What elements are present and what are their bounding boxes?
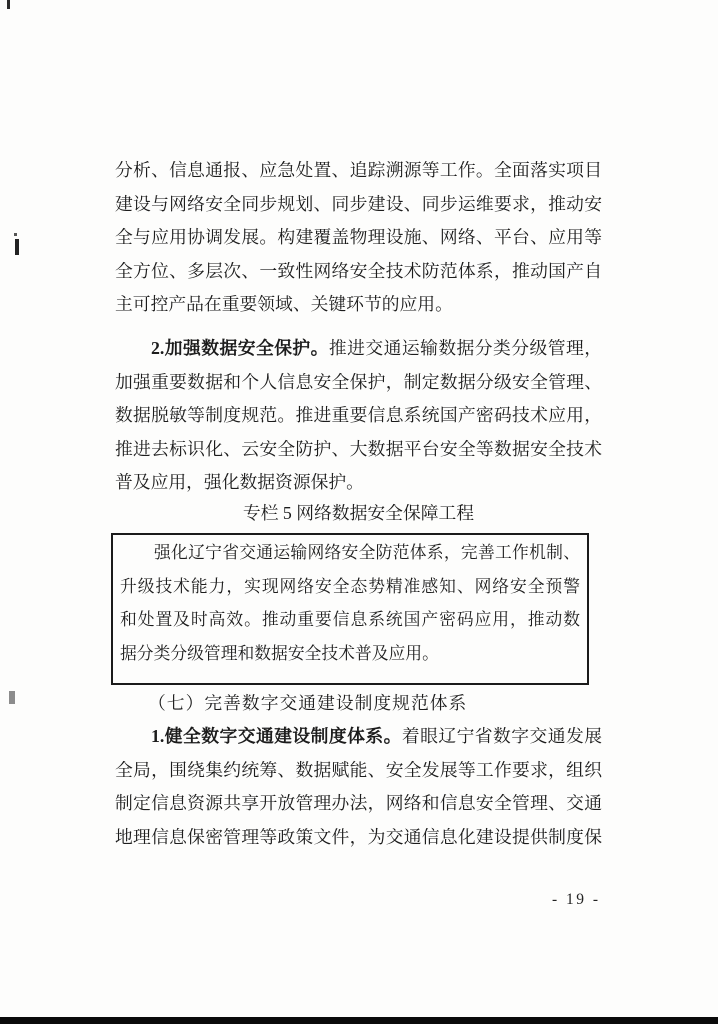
- text-line: 强化辽宁省交通运输网络安全防范体系，完善工作机制、: [154, 543, 580, 562]
- paragraph-data-security: [115, 332, 602, 500]
- text-line: 主可控产品在重要领域、关键环节的应用。: [115, 294, 453, 315]
- text-segment: 着眼辽宁省数字交通发展: [401, 726, 602, 746]
- scan-artifact-left-dot: [14, 233, 17, 236]
- text-line: 加强重要数据和个人信息安全保护，制定数据分级安全管理、: [115, 371, 602, 392]
- text-line: 全与应用协调发展。构建覆盖物理设施、网络、平台、应用等: [115, 227, 602, 248]
- paragraph-network-security: [115, 154, 602, 322]
- scan-artifact-left-smudge: [9, 691, 15, 704]
- text-line: 普及应用，强化数据资源保护。: [115, 472, 364, 493]
- text-line: 和处置及时高效。推动重要信息系统国产密码应用，推动数: [120, 610, 580, 630]
- text-line: 推进去标识化、云安全防护、大数据平台安全等数据安全技术: [115, 438, 602, 459]
- scan-artifact-top: [7, 0, 10, 9]
- text-line: 据分类分级管理和数据安全技术普及应用。: [120, 643, 439, 663]
- section-heading: （七）完善数字交通建设制度规范体系: [148, 693, 468, 713]
- scan-edge-shadow: [0, 1017, 718, 1024]
- text-line: 升级技术能力，实现网络安全态势精准感知、网络安全预警: [120, 576, 580, 596]
- page-number: - 19 -: [552, 891, 601, 908]
- bold-lead: 2.加强数据安全保护。: [151, 338, 329, 358]
- text-line: 地理信息保密管理等政策文件，为交通信息化建设提供制度保: [115, 826, 602, 847]
- text-line: 数据脱敏等制度规范。推进重要信息系统国产密码技术应用，: [115, 405, 602, 426]
- callout-box: [111, 533, 589, 685]
- bold-lead: 1.健全数字交通建设制度体系。: [151, 726, 402, 746]
- text-line: 全局，围绕集约统筹、数据赋能、安全发展等工作要求，组织: [115, 759, 602, 780]
- text-line: 全方位、多层次、一致性网络安全技术防范体系，推动国产自: [115, 260, 602, 281]
- text-line: 分析、信息通报、应急处置、追踪溯源等工作。全面落实项目: [115, 160, 602, 180]
- text-line: 制定信息资源共享开放管理办法，网络和信息安全管理、交通: [115, 793, 602, 814]
- text-segment: 推进交通运输数据分类分级管理，: [328, 338, 602, 358]
- text-line: [115, 720, 602, 754]
- text-line: 建设与网络安全同步规划、同步建设、同步运维要求，推动安: [115, 193, 602, 214]
- callout-box-title: 专栏 5 网络数据安全保障工程: [242, 503, 475, 523]
- text-line: [115, 332, 602, 366]
- paragraph-institution-system: [115, 720, 602, 854]
- scan-artifact-left-bar: [15, 239, 19, 255]
